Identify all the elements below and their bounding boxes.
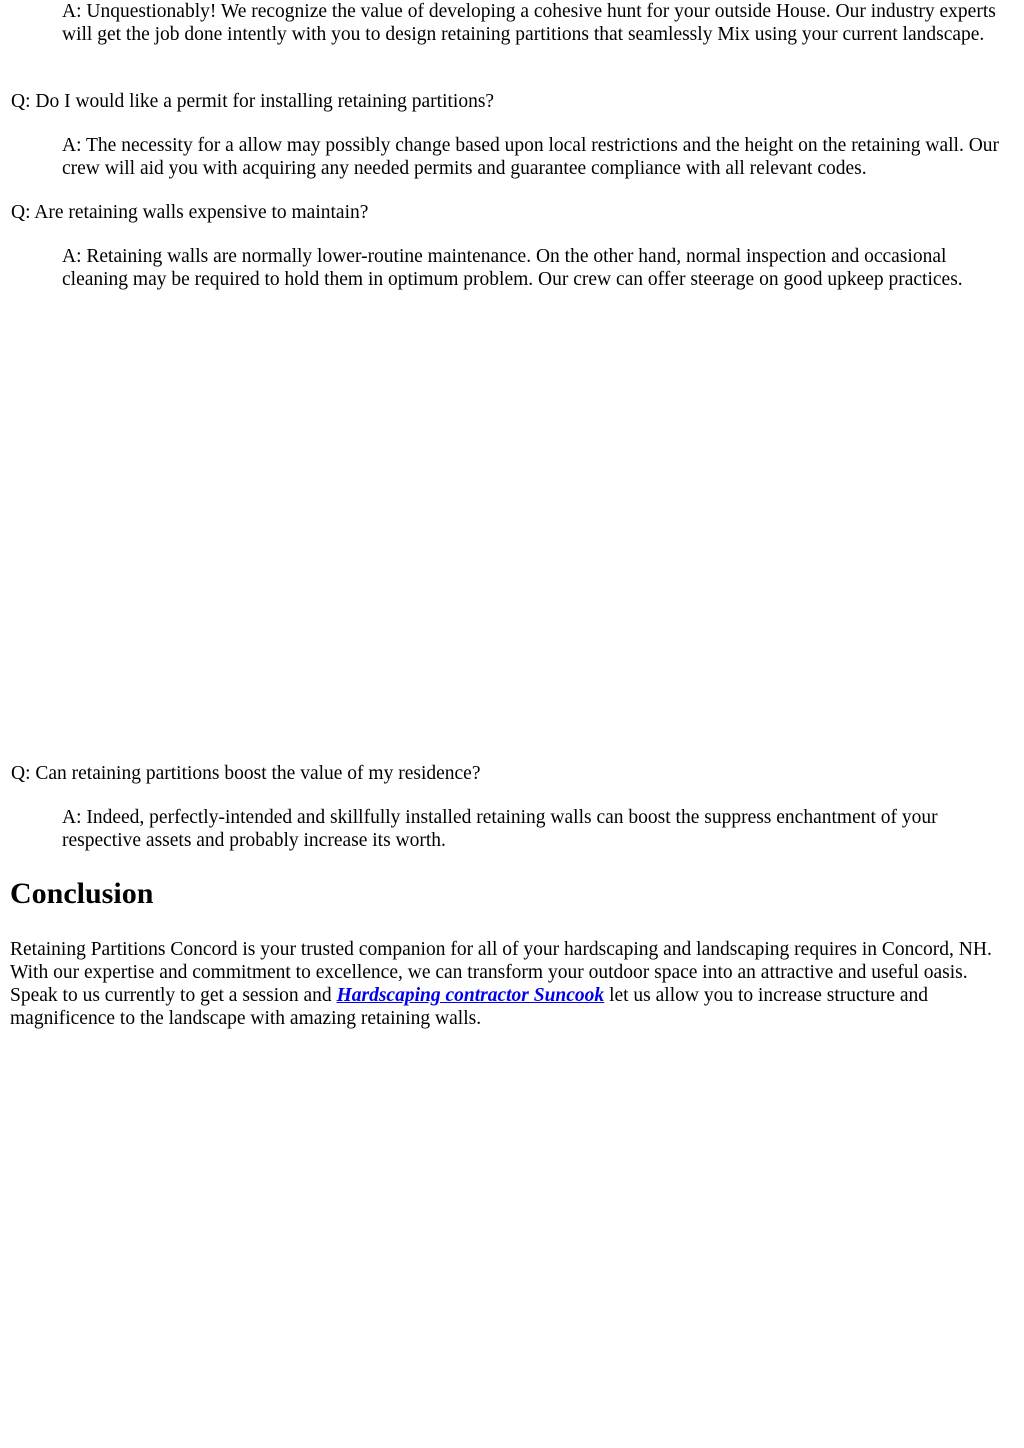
conclusion-text-before-link: Retaining Partitions Concord is your trusted companion for all of your hardscaping and landscaping requires in Concord, NH. With our expertise and commitment to excellence, we can transform your outdoor space into an attractive and useful oasis. Speak to us currently to get a session and [10, 939, 992, 1006]
faq-question-3: Q: Are retaining walls expensive to maintain? [11, 202, 369, 223]
faq-question-4: Q: Can retaining partitions boost the value of my residence? [11, 763, 481, 784]
hardscaping-contractor-link[interactable]: Hardscaping contractor Suncook [336, 985, 605, 1006]
faq-question-2: Q: Do I would like a permit for installing retaining partitions? [11, 91, 495, 112]
faq-answer-2: A: The necessity for a allow may possibly change based upon local restrictions and the height on the retaining wall. Our crew will aid you with acquiring any needed permits and guarantee compliance with all relevant codes. [62, 135, 1000, 179]
faq-answer-3: A: Retaining walls are normally lower-routine maintenance. On the other hand, normal inspection and occasional cleaning may be required to hold them in optimum problem. Our crew can offer steerage on good upkeep practices. [62, 246, 963, 290]
conclusion-heading: Conclusion [10, 877, 154, 910]
faq-answer-4: A: Indeed, perfectly-intended and skillfully installed retaining walls can boost the suppress enchantment of your respective assets and probably increase its worth. [62, 807, 938, 851]
conclusion-text-after-link: let us allow you to increase structure and magnificence to the landscape with amazing retaining walls. [10, 985, 929, 1029]
faq-answer-1: A: Unquestionably! We recognize the value of developing a cohesive hunt for your outside House. Our industry experts will get the job done intently with you to design retaining partitions that seamlessly Mix using your current landscape. [62, 1, 996, 45]
conclusion-paragraph [10, 938, 1016, 1030]
